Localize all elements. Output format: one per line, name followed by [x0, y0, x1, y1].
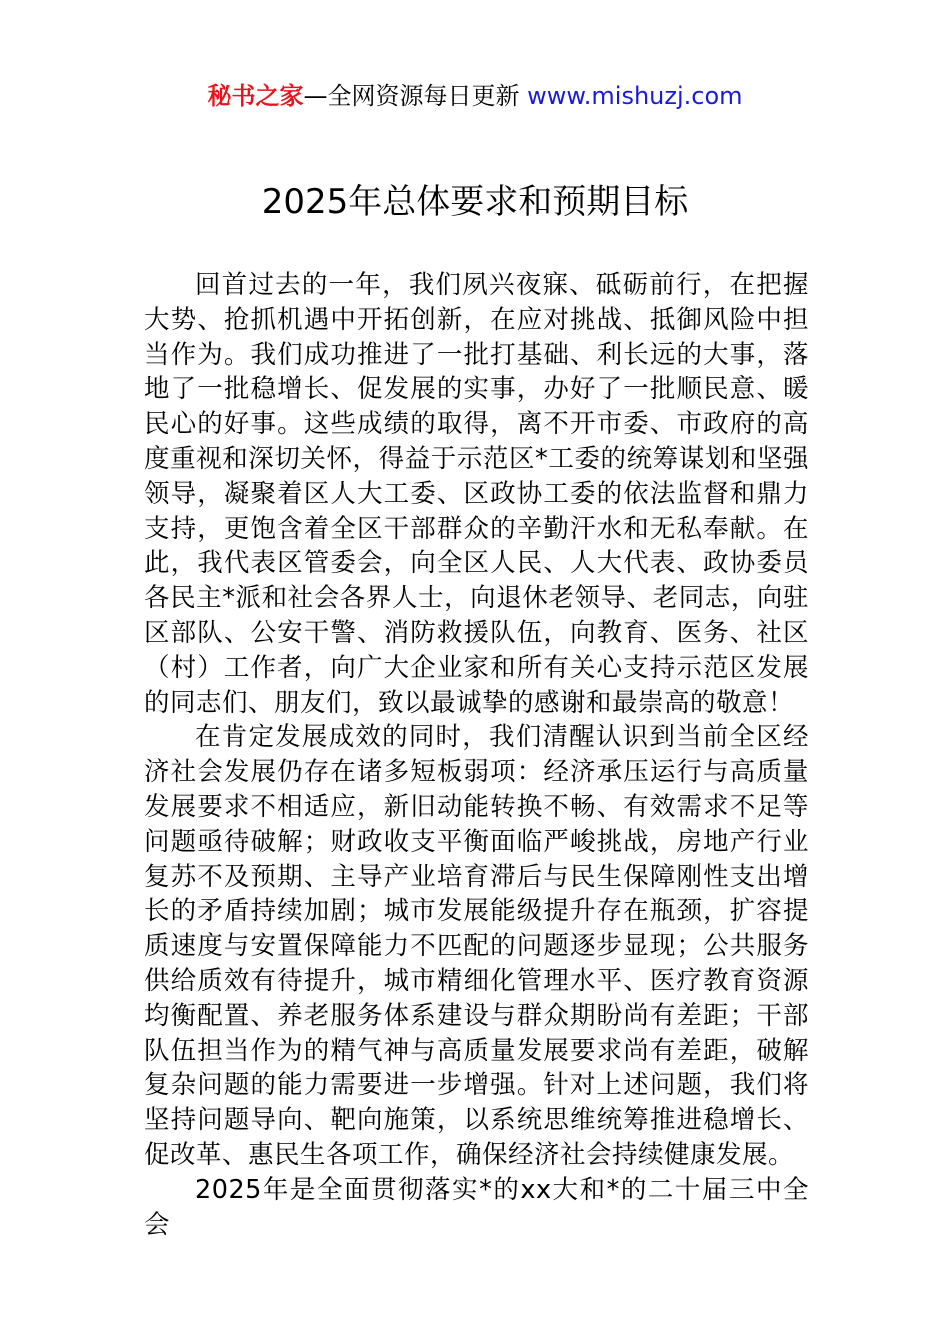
site-tagline: —全网资源每日更新 [303, 82, 520, 110]
site-header [0, 80, 950, 112]
site-url-link[interactable]: www.mishuzj.com [527, 82, 743, 110]
paragraph-2025-intro: 2025年是全面贯彻落实*的xx大和*的二十届三中全会 [144, 1174, 809, 1240]
paragraph-problems: 在肯定发展成效的同时，我们清醒认识到当前全区经济社会发展仍存在诸多短板弱项：经济承压运行与高质量发展要求不相适应，新旧动能转换不畅、有效需求不足等问题亟待破解；财政收支平衡面临严峻挑战，房地产行业复苏不及预期、主导产业培育滞后与民生保障刚性支出增长的矛盾持续加剧；城市发展能级提升存在瓶颈，扩容提质速度与安置保障能力不匹配的问题逐步显现；公共服务供给质效有待提升，城市精细化管理水平、医疗教育资源均衡配置、养老服务体系建设与群众期盼尚有差距；干部队伍担当作为的精气神与高质量发展要求尚有差距，破解复杂问题的能力需要进一步增强。针对上述问题，我们将坚持问题导向、靶向施策，以系统思维统筹推进稳增长、促改革、惠民生各项工作，确保经济社会持续健康发展。 [144, 722, 809, 1170]
document-title: 2025年总体要求和预期目标 [261, 182, 689, 222]
paragraph-review: 回首过去的一年，我们夙兴夜寐、砥砺前行，在把握大势、抢抓机遇中开拓创新，在应对挑战、抵御风险中担当作为。我们成功推进了一批打基础、利长远的大事，落地了一批稳增长、促发展的实事，办好了一批顺民意、暖民心的好事。这些成绩的取得，离不开市委、市政府的高度重视和深切关怀，得益于示范区*工委的统筹谋划和坚强领导，凝聚着区人大工委、区政协工委的依法监督和鼎力支持，更饱含着全区干部群众的辛勤汗水和无私奉献。在此，我代表区管委会，向全区人民、人大代表、政协委员各民主*派和社会各界人士，向退休老领导、老同志，向驻区部队、公安干警、消防救援队伍，向教育、医务、社区（村）工作者，向广大企业家和所有关心支持示范区发展的同志们、朋友们，致以最诚挚的感谢和最崇高的敬意！ [144, 270, 809, 718]
document-body [144, 268, 809, 1242]
site-brand: 秘书之家 [207, 82, 304, 110]
